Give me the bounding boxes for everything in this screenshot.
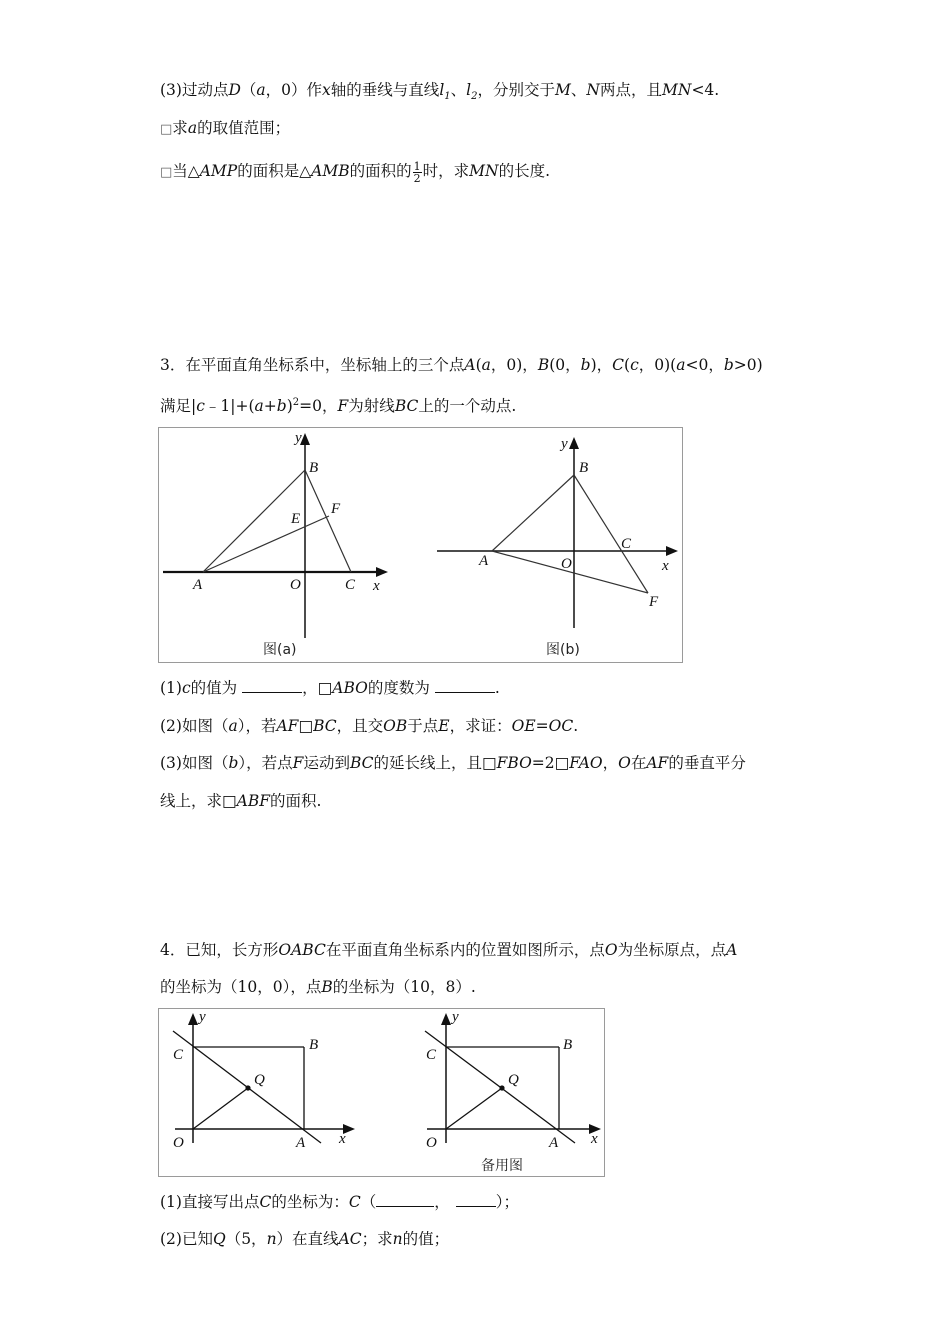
text: (1)直接写出点 — [160, 1193, 260, 1211]
label-F: F — [331, 501, 341, 517]
var-a: a — [256, 81, 266, 99]
label-x: x — [373, 578, 380, 594]
text: 轴的垂线与直线 — [330, 81, 440, 99]
var-MN: MN — [662, 81, 692, 99]
text: （ — [240, 81, 257, 99]
text: >0) — [733, 356, 763, 374]
caption-a: 图(a) — [263, 642, 297, 658]
var-F: F — [337, 397, 349, 416]
var-OABC: OABC — [278, 941, 326, 959]
label-F: F — [649, 594, 659, 610]
figure-right — [425, 1009, 601, 1174]
var-C: C — [612, 356, 624, 374]
var-O: O — [618, 754, 631, 772]
var-B: B — [537, 356, 550, 374]
q3-figure — [158, 427, 683, 663]
y-axis-arrow — [188, 1013, 198, 1025]
text: ；求 — [361, 1230, 393, 1248]
text: ， — [602, 754, 619, 772]
answer-blank-cy[interactable] — [456, 1192, 496, 1207]
var-D: D — [228, 81, 241, 99]
text: ，0)( — [638, 356, 677, 374]
var-c: c — [181, 679, 191, 697]
text: ），若 — [237, 717, 277, 735]
label-x: x — [591, 1131, 598, 1147]
text: ），若点 — [238, 754, 293, 772]
var-a: a — [676, 356, 686, 374]
text: = — [535, 717, 549, 735]
var-OE: OE — [511, 717, 536, 735]
fraction-denominator: 2 — [413, 171, 421, 185]
var-BC: BC — [394, 397, 419, 416]
text: 的面积是△ — [237, 162, 312, 180]
text: 的取值范围； — [197, 119, 291, 137]
var-b: b — [580, 356, 591, 374]
text: 的面积. — [270, 792, 322, 810]
label-Q: Q — [254, 1072, 265, 1088]
var-l2: l — [466, 81, 472, 99]
answer-blank-angle[interactable] — [435, 678, 495, 693]
q3-line2 — [160, 392, 516, 417]
var-F: F — [292, 754, 304, 772]
var-AF: AF — [276, 717, 299, 735]
var-M: M — [555, 81, 571, 99]
text: 3．在平面直角坐标系中，坐标轴上的三个点 — [160, 356, 465, 374]
missing-glyph-box: □ — [160, 122, 173, 137]
text: ( — [624, 356, 631, 374]
subscript: 2 — [471, 91, 478, 103]
label-C: C — [173, 1047, 184, 1063]
text: ( — [475, 356, 482, 374]
var-a: a — [187, 119, 198, 137]
text: 、 — [570, 81, 587, 99]
text: 两点，且 — [599, 81, 662, 99]
q3-part3-line2 — [160, 790, 321, 812]
label-y: y — [452, 1009, 459, 1025]
text: 于点 — [407, 717, 439, 735]
text: □ — [298, 717, 314, 735]
figure-left — [173, 1009, 355, 1151]
label-B: B — [579, 460, 589, 476]
text: 的面积的 — [349, 162, 412, 180]
figure-b — [437, 436, 678, 658]
text: 满足| — [160, 397, 197, 416]
label-C: C — [621, 536, 632, 552]
segment-OQ — [446, 1088, 502, 1129]
label-B: B — [309, 460, 319, 476]
answer-blank-c[interactable] — [242, 678, 302, 693]
text: . — [494, 679, 500, 697]
figure-a — [163, 430, 388, 658]
label-C: C — [345, 577, 356, 593]
var-A: A — [726, 941, 738, 959]
q4-figure-svg — [159, 1009, 604, 1176]
var-b: b — [723, 356, 734, 374]
q3-part3-line1 — [160, 752, 746, 774]
text: 的坐标为（10，0），点 — [160, 978, 322, 996]
text: ) — [286, 397, 293, 416]
var-a: a — [228, 717, 238, 735]
text: 时，求 — [422, 162, 470, 180]
q2-part3-line1 — [160, 79, 719, 108]
text: （ — [360, 1193, 377, 1211]
q3-line1 — [160, 354, 763, 376]
text: 当△ — [172, 162, 200, 180]
var-BC: BC — [313, 717, 337, 735]
y-axis-arrow — [441, 1013, 451, 1025]
var-AF: AF — [646, 754, 669, 772]
label-O: O — [561, 556, 572, 572]
caption-backup-figure: 备用图 — [481, 1158, 523, 1174]
segment-BC — [305, 470, 351, 572]
text: <4. — [691, 81, 720, 99]
label-O: O — [290, 577, 301, 593]
var-AC: AC — [338, 1230, 362, 1248]
text: 为射线 — [348, 397, 395, 416]
text: 4．已知，长方形 — [160, 941, 279, 959]
text: (3)如图（ — [160, 754, 229, 772]
var-AMB: AMB — [311, 162, 350, 180]
text: 的坐标为： — [271, 1193, 349, 1211]
text: ）在直线 — [276, 1230, 339, 1248]
text: =0， — [299, 397, 338, 416]
q3-part1 — [160, 677, 500, 699]
label-x: x — [339, 1131, 346, 1147]
point-Q — [499, 1085, 504, 1090]
var-C: C — [259, 1193, 272, 1211]
var-ABF: ABF — [236, 792, 270, 810]
text: . — [573, 717, 579, 735]
var-OB: OB — [383, 717, 408, 735]
var-c: c — [196, 397, 205, 416]
segment-AF — [203, 516, 329, 572]
point-Q — [245, 1085, 250, 1090]
q3-part2 — [160, 715, 578, 737]
var-MN: MN — [469, 162, 499, 180]
text: 在平面直角坐标系内的位置如图所示，点 — [325, 941, 605, 959]
label-y: y — [561, 436, 568, 452]
var-OC: OC — [548, 717, 574, 735]
text: (3)过动点 — [160, 81, 229, 99]
text: 、 — [450, 81, 467, 99]
q2-part3-line3 — [160, 160, 550, 184]
var-B: B — [321, 978, 333, 996]
q4-part2 — [160, 1228, 449, 1250]
fraction-one-half — [413, 161, 422, 184]
label-O: O — [173, 1135, 184, 1151]
label-A: A — [193, 577, 203, 593]
text: 的垂直平分 — [668, 754, 746, 772]
segment-AB — [203, 470, 305, 572]
subscript: 1 — [444, 91, 451, 103]
var-Q: Q — [212, 1230, 226, 1248]
var-E: E — [438, 717, 450, 735]
var-c: c — [630, 356, 639, 374]
label-Q: Q — [508, 1072, 519, 1088]
q4-line2 — [160, 976, 476, 998]
x-axis-arrow — [376, 567, 388, 577]
text: 的值为 — [190, 679, 238, 697]
y-axis-arrow — [569, 437, 579, 449]
text: (2)已知 — [160, 1230, 213, 1248]
text: 为坐标原点，点 — [617, 941, 727, 959]
text: + — [263, 397, 277, 416]
text: 的延长线上，且□ — [373, 754, 497, 772]
text: 线上，求□ — [160, 792, 237, 810]
text: ，且交 — [336, 717, 384, 735]
superscript: 2 — [292, 397, 300, 408]
var-l1: l — [439, 81, 445, 99]
q4-figure — [158, 1008, 605, 1177]
text: 运动到 — [303, 754, 350, 772]
segment-AB — [492, 475, 574, 551]
label-B: B — [309, 1037, 319, 1053]
var-a: a — [481, 356, 491, 374]
text: ，□ — [302, 679, 333, 697]
text: 求 — [172, 119, 188, 137]
text: 上的一个动点. — [418, 397, 517, 416]
var-b: b — [228, 754, 239, 772]
text: )， — [590, 356, 613, 374]
text: (0， — [549, 356, 581, 374]
text: 的度数为 — [367, 679, 430, 697]
label-A: A — [296, 1135, 306, 1151]
q4-line1 — [160, 939, 737, 961]
text: ，分别交于 — [477, 81, 556, 99]
var-A: A — [464, 356, 476, 374]
text: ，求证： — [449, 717, 512, 735]
label-A: A — [549, 1135, 559, 1151]
label-A: A — [479, 553, 489, 569]
segment-BF — [574, 475, 648, 593]
fraction-numerator: 1 — [413, 159, 421, 173]
label-C: C — [426, 1047, 437, 1063]
text: ）； — [495, 1193, 520, 1211]
text: (2)如图（ — [160, 717, 229, 735]
segment-OQ — [193, 1088, 248, 1129]
var-FBO: FBO — [496, 754, 532, 772]
text: <0， — [685, 356, 724, 374]
var-O: O — [604, 941, 618, 959]
var-b: b — [276, 397, 287, 416]
var-FAO: FAO — [569, 754, 603, 772]
label-B: B — [563, 1037, 573, 1053]
missing-glyph-box: □ — [160, 165, 173, 180]
text: 的长度. — [498, 162, 551, 180]
var-N: N — [586, 81, 600, 99]
var-a: a — [254, 397, 264, 416]
x-axis-arrow — [666, 546, 678, 556]
text: ﹣1|+( — [204, 397, 255, 416]
answer-blank-cx[interactable] — [376, 1192, 434, 1207]
var-n: n — [392, 1230, 403, 1248]
q2-part3-line2 — [160, 117, 290, 141]
text: (1) — [160, 679, 182, 697]
q3-figure-svg — [159, 428, 682, 662]
var-AMP: AMP — [199, 162, 238, 180]
text: ，0）作 — [265, 81, 323, 99]
caption-b: 图(b) — [546, 642, 580, 658]
var-n: n — [266, 1230, 277, 1248]
text: ，0)， — [490, 356, 538, 374]
label-x: x — [662, 558, 669, 574]
q4-part1 — [160, 1191, 519, 1213]
label-O: O — [426, 1135, 437, 1151]
label-y: y — [295, 430, 302, 446]
var-x: x — [322, 81, 331, 99]
label-y: y — [199, 1009, 206, 1025]
text: =2□ — [531, 754, 570, 772]
text: 的坐标为（10，8）. — [332, 978, 476, 996]
label-E: E — [291, 511, 301, 527]
text: （5， — [225, 1230, 267, 1248]
var-BC: BC — [349, 754, 374, 772]
text: 在 — [630, 754, 647, 772]
text: ， — [434, 1193, 450, 1211]
text: 的值； — [402, 1230, 450, 1248]
var-C: C — [348, 1193, 361, 1211]
var-ABO: ABO — [332, 679, 368, 697]
